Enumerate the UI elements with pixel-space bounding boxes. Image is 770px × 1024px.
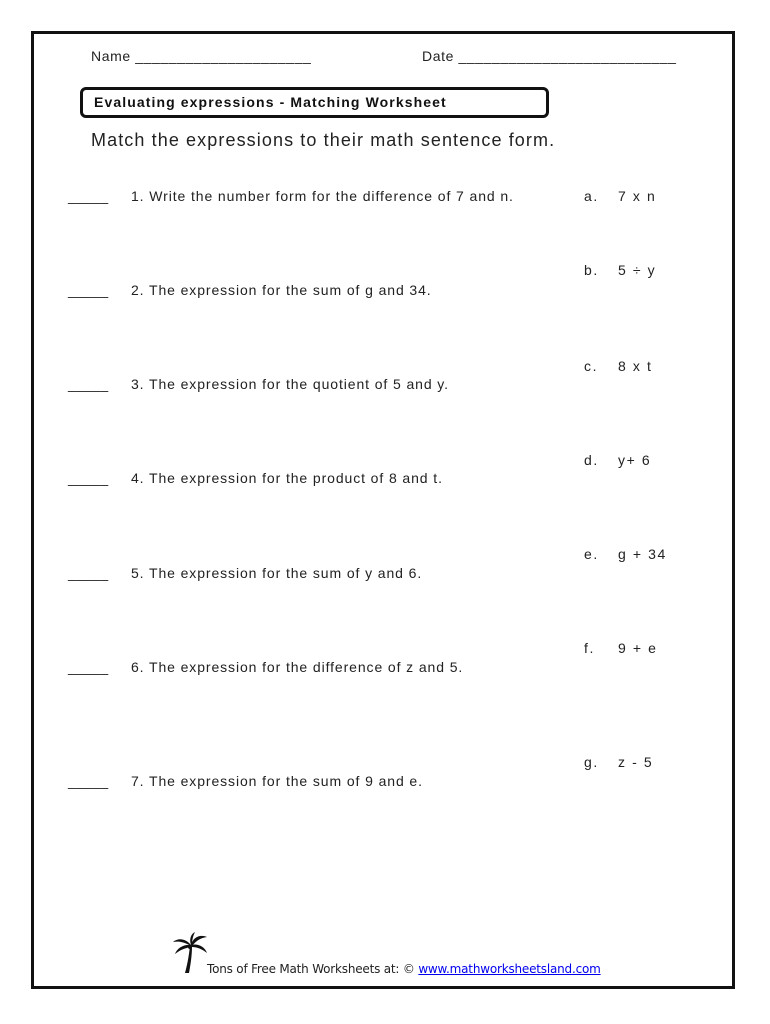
instructions: Match the expressions to their math sentence form. [91,130,556,150]
name-field-label: Name _____________________ [91,48,312,64]
answer-blank-3[interactable]: _____ [68,376,109,392]
date-field-label: Date __________________________ [422,48,677,64]
answer-blank-2[interactable]: _____ [68,282,109,298]
option-letter-b: b. [584,262,599,278]
question-6: 6. The expression for the difference of z and 5. [131,659,464,675]
question-5: 5. The expression for the sum of y and 6. [131,565,423,581]
option-letter-d: d. [584,452,599,468]
option-expression-e: g + 34 [618,546,667,562]
option-letter-a: a. [584,188,599,204]
option-expression-b: 5 ÷ y [618,262,657,278]
option-letter-e: e. [584,546,599,562]
option-letter-g: g. [584,754,599,770]
worksheet-title: Evaluating expressions - Matching Worksheet [94,94,447,110]
option-expression-d: y+ 6 [618,452,652,468]
answer-blank-4[interactable]: _____ [68,470,109,486]
question-2: 2. The expression for the sum of g and 34. [131,282,432,298]
option-expression-a: 7 x n [618,188,657,204]
question-1: 1. Write the number form for the difference of 7 and n. [131,188,514,204]
footer-link[interactable]: www.mathworksheetsland.com [418,962,601,976]
option-letter-f: f. [584,640,595,656]
question-7: 7. The expression for the sum of 9 and e. [131,773,423,789]
question-3: 3. The expression for the quotient of 5 and y. [131,376,449,392]
question-4: 4. The expression for the product of 8 and t. [131,470,443,486]
answer-blank-6[interactable]: _____ [68,659,109,675]
option-expression-c: 8 x t [618,358,653,374]
answer-blank-7[interactable]: _____ [68,773,109,789]
option-expression-g: z - 5 [618,754,654,770]
palm-tree-icon [171,932,209,974]
footer-text: Tons of Free Math Worksheets at: © [207,962,419,976]
footer [207,962,601,976]
worksheet-border [31,31,735,989]
answer-blank-5[interactable]: _____ [68,565,109,581]
answer-blank-1[interactable]: _____ [68,188,109,204]
option-expression-f: 9 + e [618,640,658,656]
option-letter-c: c. [584,358,599,374]
